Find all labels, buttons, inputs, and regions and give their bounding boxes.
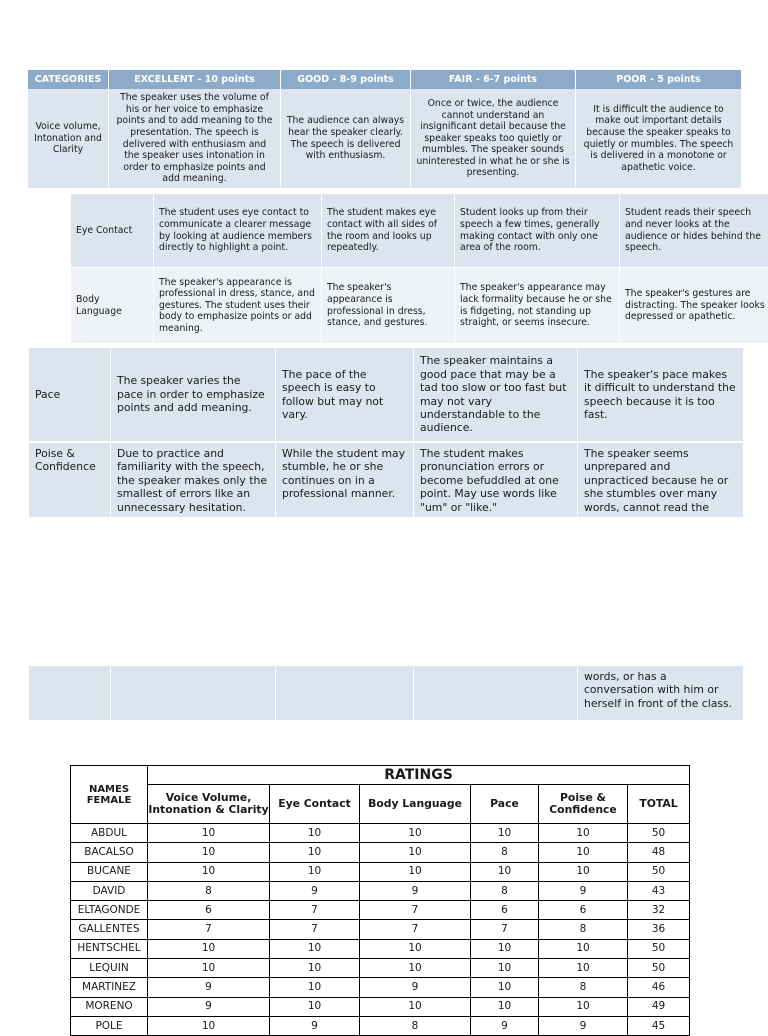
poise-poor-part2: words, or has a conversation with him or herself in front of the class. [578, 666, 743, 721]
names-header: NAMES FEMALE [71, 766, 148, 824]
score-body: 10 [360, 939, 471, 958]
table-row [71, 939, 690, 958]
poise-cont-empty-2 [111, 666, 276, 721]
score-voice: 10 [148, 824, 270, 843]
pace-excellent: The speaker varies the pace in order to emphasize points and add meaning. [111, 348, 276, 442]
poise-poor-part1: The speaker seems unprepared and unpracticed because he or she stumbles over many words, cannot read the [578, 443, 743, 518]
score-voice: 10 [148, 843, 270, 862]
student-name: POLE [71, 1016, 148, 1035]
body-category: Body Language [71, 268, 154, 344]
score-pace: 10 [471, 824, 539, 843]
student-name: ABDUL [71, 824, 148, 843]
header-excellent: EXCELLENT - 10 points [109, 70, 281, 89]
col-voice: Voice Volume, Intonation & Clarity [148, 785, 270, 824]
student-name: ELTAGONDE [71, 901, 148, 920]
col-eye-contact: Eye Contact [270, 785, 360, 824]
poise-cont-empty-4 [414, 666, 578, 721]
poise-cont-empty-1 [29, 666, 111, 721]
score-pace: 9 [471, 1016, 539, 1035]
col-total: TOTAL [628, 785, 690, 824]
eye-good: The student makes eye contact with all sides of the room and looks up repeatedly. [322, 194, 455, 268]
score-eye: 10 [270, 862, 360, 881]
score-pace: 10 [471, 997, 539, 1016]
col-body-language: Body Language [360, 785, 471, 824]
col-pace: Pace [471, 785, 539, 824]
poise-cont-empty-3 [276, 666, 414, 721]
score-body: 10 [360, 862, 471, 881]
body-good: The speaker's appearance is professional in dress, stance, and gestures. [322, 268, 455, 344]
pace-good: The pace of the speech is easy to follow but may not vary. [276, 348, 414, 442]
voice-poor: It is difficult the audience to make out important details because the speaker speaks to quietly or mumbles. The speech is delivered in a monotone or apathetic voice. [576, 89, 741, 189]
eye-poor: Student reads their speech and never looks at the audience or hides behind the speech. [620, 194, 768, 268]
header-fair: FAIR - 6-7 points [411, 70, 576, 89]
score-total: 43 [628, 881, 690, 900]
col-poise: Poise & Confidence [539, 785, 628, 824]
pace-fair: The speaker maintains a good pace that may be a tad too slow or too fast but may not vary understandable to the audience. [414, 348, 578, 442]
student-name: BACALSO [71, 843, 148, 862]
score-eye: 10 [270, 843, 360, 862]
score-voice: 6 [148, 901, 270, 920]
voice-category: Voice volume, Intonation and Clarity [28, 89, 109, 189]
score-pace: 10 [471, 939, 539, 958]
score-pace: 10 [471, 862, 539, 881]
table-row [71, 862, 690, 881]
score-poise: 10 [539, 997, 628, 1016]
poise-good: While the student may stumble, he or she continues on in a professional manner. [276, 443, 414, 518]
eye-excellent: The student uses eye contact to communicate a clearer message by looking at audience members directly to highlight a point. [154, 194, 322, 268]
student-name: DAVID [71, 881, 148, 900]
score-pace: 10 [471, 978, 539, 997]
score-body: 10 [360, 959, 471, 978]
table-row [71, 901, 690, 920]
score-voice: 10 [148, 939, 270, 958]
score-total: 50 [628, 824, 690, 843]
score-poise: 10 [539, 843, 628, 862]
table-row [71, 824, 690, 843]
pace-category: Pace [29, 348, 111, 442]
body-poor: The speaker's gestures are distracting. The speaker looks depressed or apathetic. [620, 268, 768, 344]
score-pace: 7 [471, 920, 539, 939]
header-poor: POOR - 5 points [576, 70, 741, 89]
body-fair: The speaker's appearance may lack formality because he or she is fidgeting, not standing up straight, or seems insecure. [455, 268, 620, 344]
score-total: 36 [628, 920, 690, 939]
voice-fair: Once or twice, the audience cannot understand an insignificant detail because the speaker speaks too quietly or mumbles. The speaker sounds uninterested in what he or she is presenting. [411, 89, 576, 189]
score-pace: 6 [471, 901, 539, 920]
eye-category: Eye Contact [71, 194, 154, 268]
eye-fair: Student looks up from their speech a few times, generally making contact with only one area of the room. [455, 194, 620, 268]
table-row [71, 920, 690, 939]
score-total: 32 [628, 901, 690, 920]
score-poise: 8 [539, 920, 628, 939]
poise-excellent: Due to practice and familiarity with the speech, the speaker makes only the smallest of errors like an unnecessary hesitation. [111, 443, 276, 518]
score-eye: 9 [270, 881, 360, 900]
score-poise: 8 [539, 978, 628, 997]
body-excellent: The speaker's appearance is professional in dress, stance, and gestures. The student uses their body to emphasize points or add meaning. [154, 268, 322, 344]
score-voice: 7 [148, 920, 270, 939]
score-eye: 9 [270, 1016, 360, 1035]
score-voice: 10 [148, 959, 270, 978]
score-body: 7 [360, 901, 471, 920]
score-eye: 7 [270, 920, 360, 939]
score-poise: 10 [539, 824, 628, 843]
score-pace: 8 [471, 881, 539, 900]
poise-category: Poise & Confidence [29, 443, 111, 518]
student-name: LEQUIN [71, 959, 148, 978]
score-body: 8 [360, 1016, 471, 1035]
score-body: 9 [360, 978, 471, 997]
poise-fair: The student makes pronunciation errors or become befuddled at one point. May use words like "um" or "like." [414, 443, 578, 518]
student-name: MORENO [71, 997, 148, 1016]
student-name: HENTSCHEL [71, 939, 148, 958]
score-poise: 10 [539, 862, 628, 881]
score-body: 7 [360, 920, 471, 939]
table-row [71, 959, 690, 978]
table-row [71, 997, 690, 1016]
table-row [71, 978, 690, 997]
score-eye: 10 [270, 959, 360, 978]
student-name: MARTINEZ [71, 978, 148, 997]
score-poise: 9 [539, 881, 628, 900]
score-voice: 9 [148, 997, 270, 1016]
student-name: BUCANE [71, 862, 148, 881]
table-row [71, 1016, 690, 1035]
score-eye: 7 [270, 901, 360, 920]
score-body: 10 [360, 824, 471, 843]
score-eye: 10 [270, 824, 360, 843]
header-good: GOOD - 8-9 points [281, 70, 411, 89]
score-voice: 10 [148, 862, 270, 881]
score-voice: 10 [148, 1016, 270, 1035]
pace-poor: The speaker's pace makes it difficult to understand the speech because it is too fast. [578, 348, 743, 442]
score-total: 49 [628, 997, 690, 1016]
score-eye: 10 [270, 939, 360, 958]
score-poise: 9 [539, 1016, 628, 1035]
score-poise: 10 [539, 939, 628, 958]
ratings-table [70, 765, 690, 1036]
score-voice: 9 [148, 978, 270, 997]
score-eye: 10 [270, 997, 360, 1016]
header-categories: CATEGORIES [28, 70, 109, 89]
voice-excellent: The speaker uses the volume of his or her voice to emphasize points and to add meaning to the presentation. The speech is delivered with enthusiasm and the speaker uses intonation in order to emphasize points and add meaning. [109, 89, 281, 189]
voice-good: The audience can always hear the speaker clearly. The speech is delivered with enthusiasm. [281, 89, 411, 189]
table-row [71, 881, 690, 900]
score-total: 45 [628, 1016, 690, 1035]
score-poise: 6 [539, 901, 628, 920]
table-row [71, 843, 690, 862]
score-total: 46 [628, 978, 690, 997]
score-body: 9 [360, 881, 471, 900]
ratings-title: RATINGS [148, 766, 690, 785]
student-name: GALLENTES [71, 920, 148, 939]
score-total: 50 [628, 959, 690, 978]
score-pace: 10 [471, 959, 539, 978]
score-eye: 10 [270, 978, 360, 997]
score-body: 10 [360, 997, 471, 1016]
score-total: 48 [628, 843, 690, 862]
score-poise: 10 [539, 959, 628, 978]
score-voice: 8 [148, 881, 270, 900]
score-total: 50 [628, 939, 690, 958]
score-body: 10 [360, 843, 471, 862]
score-total: 50 [628, 862, 690, 881]
score-pace: 8 [471, 843, 539, 862]
